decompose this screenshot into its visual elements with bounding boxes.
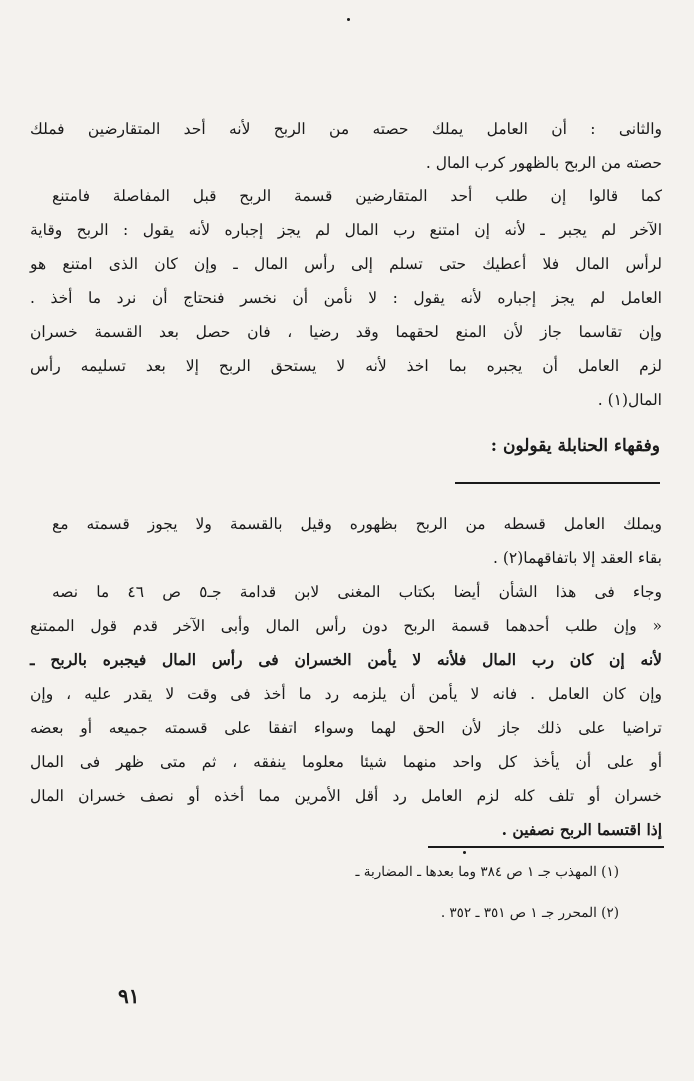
text-line: لأنه إن كان رب المال فلأنه لا يأمن الخسران فى رأس المال فيجبره بالربح ـ [30,650,662,669]
text-line: لرأس المال فلا أعطيك حتى تسلم إلى رأس المال ـ وإن كان الذى امتنع هو [30,255,662,273]
text-line: وإن تقاسما جاز لأن المنع لحقهما وقد رضيا ، فان حصل بعد القسمة خسران [30,323,662,341]
text-line: بقاء العقد إلا باتفاقهما(٢) . [492,549,662,567]
footnote-rule [428,846,664,848]
text-line: وجاء فى هذا الشأن أيضا بكتاب المغنى لابن قدامة جـ٥ ص ٤٦ ما نصه [52,583,662,601]
text-line: العامل لم يجز إجباره لأنه يقول : لا نأمن أن نخسر فنحتاج أن نرد ما أخذ . [30,289,662,307]
text-line: تراضيا على ذلك جاز لأن الحق لهما وسواء اتفقا على قسمته جميعه أو بعضه [30,719,662,737]
footnote-1: (١) المهذب جـ ١ ص ٣٨٤ وما بعدها ـ المضاربة ـ [355,864,619,880]
text-line: المال(١) . [597,391,662,409]
heading-rule [455,482,660,484]
text-line: الآخر لم يجبر ـ لأنه إن امتنع رب المال لم يجز إجباره لأنه يقول : الربح وقاية [30,221,662,239]
text-line: « وإن طلب أحدهما قسمة الربح دون رأس المال وأبى الآخر قدم قول الممتنع [30,617,662,635]
text-line: ويملك العامل قسطه من الربح بظهوره وقيل بالقسمة ولا يجوز قسمته مع [52,515,662,533]
text-line: أو على أن يأخذ كل واحد منهما شيئا معلوما ينفقه ، ثم متى ظهر فى المال [30,753,662,771]
text-line: إذا اقتسما الربح نصفين . [501,820,662,839]
footnote-2: (٢) المحرر جـ ١ ص ٣٥١ ـ ٣٥٢ . [440,905,619,921]
print-mark [347,18,350,21]
text-line: خسران أو تلف كله لزم العامل رد أقل الأمرين مما أخذه أو نصف خسران المال [30,787,662,805]
text-line: كما قالوا إن طلب أحد المتقارضين قسمة الربح قبل المفاصلة فامتنع [52,187,662,205]
section-heading: وفقهاء الحنابلة يقولون : [490,436,660,456]
text-line: والثانى : أن العامل يملك حصته من الربح لأنه أحد المتقارضين فملك [30,120,662,138]
text-line: حصته من الربح بالظهور كرب المال . [425,154,662,172]
text-line: وإن كان العامل . فانه لا يأمن أن يلزمه رد ما أخذ فى وقت لا يقدر عليه ، وإن [30,685,662,703]
page-number: ٩١ [118,984,140,1008]
print-mark [463,851,466,854]
text-line: لزم العامل أن يجبره بما اخذ لأنه لا يستحق الربح إلا بعد تسليمه رأس [30,357,662,375]
